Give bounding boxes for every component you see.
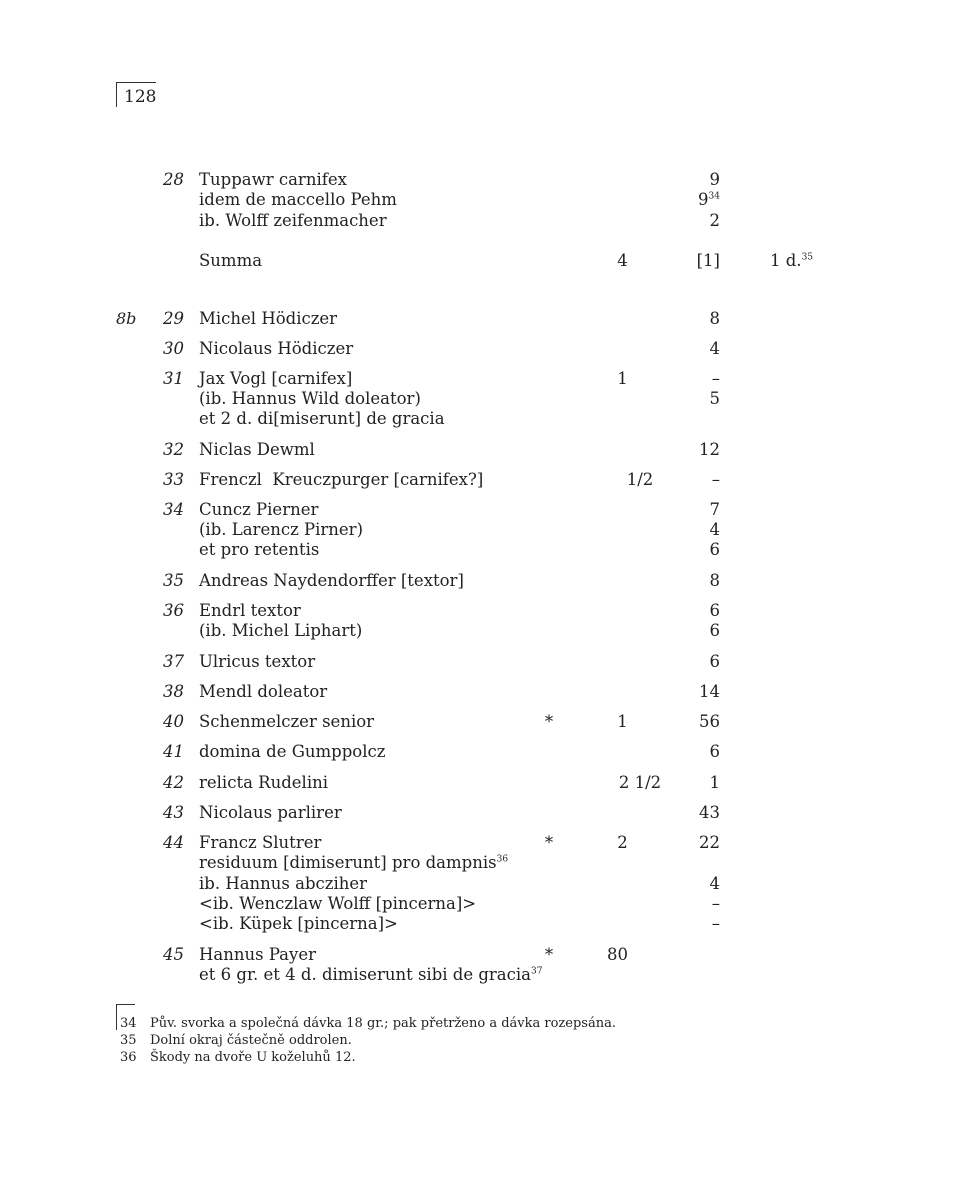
margin-folio-note: 8b [116, 309, 137, 328]
entry-number: 30 [163, 339, 184, 358]
amount-col1: 1 [617, 369, 628, 388]
entry-text: <ib. Küpek [pincerna]> [199, 914, 398, 933]
amount-col2: 43 [699, 803, 720, 822]
entry-text: idem de maccello Pehm [199, 190, 397, 209]
entry-text: et 2 d. di[miserunt] de gracia [199, 409, 445, 428]
amount-col1: 80 [607, 945, 628, 964]
footnote-ref: 36 [496, 854, 509, 865]
amount-col2: 2 [709, 211, 720, 230]
amount-value: 9 [698, 190, 709, 209]
amount-col2: 5 [709, 389, 720, 408]
amount-col2: 7 [709, 500, 720, 519]
entry-text: Mendl doleator [199, 682, 328, 701]
amount-col1: 1/2 [626, 470, 654, 489]
entry-text: Endrl textor [199, 601, 301, 620]
entry-number: 33 [163, 470, 184, 489]
entry-number: 36 [163, 601, 184, 620]
entry-text: Niclas Dewml [199, 440, 315, 459]
entry-number: 41 [163, 742, 184, 761]
entry-number: 29 [163, 309, 184, 328]
amount-col2: 14 [699, 682, 720, 701]
amount-col2: 56 [699, 712, 720, 731]
entry-text [199, 853, 508, 873]
entry-text: Jax Vogl [carnifex] [199, 369, 353, 388]
footnote-text: Pův. svorka a společná dávka 18 gr.; pak přetrženo a dávka rozepsána. [150, 1016, 616, 1031]
entry-text: (ib. Larencz Pirner) [199, 520, 364, 539]
footnote-text: Dolní okraj částečně oddrolen. [150, 1033, 352, 1048]
entry-text: (ib. Hannus Wild doleator) [199, 389, 421, 408]
amount-col1: 2 1/2 [618, 773, 662, 792]
amount-col1: 1 [617, 712, 628, 731]
entry-number: 45 [163, 945, 184, 964]
amount-col2: 6 [709, 652, 720, 671]
amount-col2: – [711, 369, 720, 388]
amount-col2: 4 [709, 339, 720, 358]
entry-text [199, 965, 542, 985]
amount-col2: – [711, 470, 720, 489]
entry-text: Andreas Naydendorffer [textor] [199, 571, 464, 590]
asterisk-mark: * [544, 945, 554, 964]
entry-text: Schenmelczer senior [199, 712, 375, 731]
amount-col3 [770, 251, 840, 271]
entry-number: 35 [163, 571, 184, 590]
asterisk-mark: * [544, 833, 554, 852]
amount-col2: 22 [699, 833, 720, 852]
entry-number: 28 [163, 170, 184, 189]
entry-text-value: residuum [dimiserunt] pro dampnis [199, 853, 497, 872]
page-number: 128 [116, 82, 156, 107]
amount-col2: 6 [709, 601, 720, 620]
entry-number: 37 [163, 652, 184, 671]
footnote-number: 35 [120, 1033, 137, 1048]
entry-number: 40 [163, 712, 184, 731]
amount-col2: [1] [696, 251, 720, 270]
entry-text-value: et 6 gr. et 4 d. dimiserunt sibi de gracia [199, 965, 531, 984]
amount-col2: – [711, 894, 720, 913]
entry-text: (ib. Michel Liphart) [199, 621, 363, 640]
footnote-number: 36 [120, 1050, 137, 1065]
footnote-number: 34 [120, 1016, 137, 1031]
entry-text: Tuppawr carnifex [199, 170, 347, 189]
amount-col2 [680, 190, 720, 210]
entry-number: 43 [163, 803, 184, 822]
footnote-ref: 35 [801, 252, 814, 263]
amount-col2: 4 [709, 874, 720, 893]
entry-number: 44 [163, 833, 184, 852]
amount-col2: – [711, 914, 720, 933]
summa-label: Summa [199, 251, 263, 270]
footnote-ref: 34 [708, 191, 720, 202]
amount-col2: 8 [709, 309, 720, 328]
entry-text: et pro retentis [199, 540, 320, 559]
amount-col1: 2 [617, 833, 628, 852]
amount-col1: 4 [617, 251, 628, 270]
entry-text: Nicolaus Hödiczer [199, 339, 354, 358]
entry-text: Cuncz Pierner [199, 500, 319, 519]
entry-number: 42 [163, 773, 184, 792]
entry-text: ib. Hannus abcziher [199, 874, 368, 893]
entry-text: Nicolaus parlirer [199, 803, 342, 822]
amount-col2: 6 [709, 540, 720, 559]
entry-text: Hannus Payer [199, 945, 316, 964]
amount-col2: 6 [709, 742, 720, 761]
entry-text: relicta Rudelini [199, 773, 328, 792]
amount-col2: 12 [699, 440, 720, 459]
amount-col2: 6 [709, 621, 720, 640]
entry-text: Francz Slutrer [199, 833, 322, 852]
entry-text: <ib. Wenczlaw Wolff [pincerna]> [199, 894, 477, 913]
entry-text: domina de Gumppolcz [199, 742, 386, 761]
entry-text: Michel Hödiczer [199, 309, 338, 328]
entry-number: 31 [163, 369, 184, 388]
footnote-ref: 37 [531, 966, 543, 977]
entry-text: Frenczl Kreuczpurger [carnifex?] [199, 470, 484, 489]
entry-number: 38 [163, 682, 184, 701]
entry-number: 32 [163, 440, 184, 459]
asterisk-mark: * [544, 712, 554, 731]
amount-col2: 9 [709, 170, 720, 189]
entry-text: ib. Wolff zeifenmacher [199, 211, 387, 230]
amount-col2: 1 [709, 773, 720, 792]
entry-number: 34 [163, 500, 184, 519]
amount-col2: 4 [709, 520, 720, 539]
entry-text: Ulricus textor [199, 652, 316, 671]
footnote-text: Škody na dvoře U koželuhů 12. [150, 1050, 356, 1065]
amount-value: 1 d. [770, 251, 802, 270]
amount-col2: 8 [709, 571, 720, 590]
